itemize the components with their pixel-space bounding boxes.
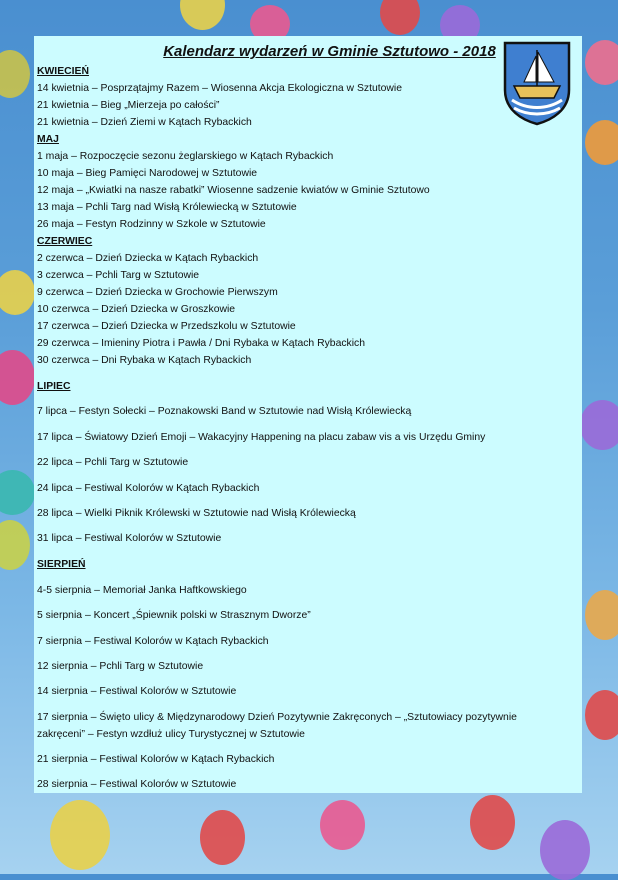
event-item: 28 sierpnia – Festiwal Kolorów w Sztutowie: [37, 779, 237, 791]
event-item: 31 lipca – Festiwal Kolorów w Sztutowie: [37, 533, 222, 545]
event-item: 14 sierpnia – Festiwal Kolorów w Sztutowie: [37, 686, 237, 698]
event-item: 9 czerwca – Dzień Dziecka w Grochowie Pierwszym: [37, 287, 278, 298]
balloon-decoration: [585, 590, 618, 640]
event-item: 30 czerwca – Dni Rybaka w Kątach Rybackich: [37, 355, 252, 366]
event-item: 1 maja – Rozpoczęcie sezonu żeglarskiego w Kątach Rybackich: [37, 151, 334, 162]
event-item: 10 czerwca – Dzień Dziecka w Groszkowie: [37, 304, 236, 315]
balloon-decoration: [320, 800, 365, 850]
event-item: 2 czerwca – Dzień Dziecka w Kątach Rybackich: [37, 253, 259, 264]
balloon-decoration: [380, 0, 420, 35]
event-item: 12 sierpnia – Pchli Targ w Sztutowie: [37, 660, 204, 672]
event-item: 17 lipca – Światowy Dzień Emoji – Wakacyjny Happening na placu zabaw vis a vis Urzędu Gminy: [37, 431, 486, 443]
balloon-decoration: [470, 795, 515, 850]
event-item: 10 maja – Bieg Pamięci Narodowej w Sztutowie: [37, 168, 258, 179]
month-heading: CZERWIEC: [37, 236, 93, 247]
event-item: 24 lipca – Festiwal Kolorów w Kątach Rybackich: [37, 482, 260, 494]
event-item: 21 kwietnia – Dzień Ziemi w Kątach Rybackich: [37, 117, 252, 128]
event-item: 28 lipca – Wielki Piknik Królewski w Sztutowie nad Wisłą Królewiecką: [37, 507, 356, 519]
event-item: 21 kwietnia – Bieg „Mierzeja po całości”: [37, 100, 220, 111]
balloon-decoration: [0, 50, 30, 98]
events-list-summer: [37, 378, 582, 793]
event-item: 22 lipca – Pchli Targ w Sztutowie: [37, 457, 189, 469]
event-item: 4-5 sierpnia – Memoriał Janka Haftkowskiego: [37, 584, 247, 596]
event-item: 26 maja – Festyn Rodzinny w Szkole w Sztutowie: [37, 219, 266, 230]
balloon-decoration: [0, 350, 35, 405]
event-item: 21 sierpnia – Festiwal Kolorów w Kątach Rybackich: [37, 754, 275, 766]
gmina-sztutowo-coat-of-arms-icon: [502, 40, 572, 126]
balloon-decoration: [50, 800, 110, 870]
calendar-panel: [34, 36, 582, 793]
month-heading: LIPIEC: [37, 381, 71, 392]
balloon-decoration: [200, 810, 245, 865]
event-item: 3 czerwca – Pchli Targ w Sztutowie: [37, 270, 200, 281]
event-item: 29 czerwca – Imieniny Piotra i Pawła / Dni Rybaka w Kątach Rybackich: [37, 338, 366, 349]
event-item: 13 maja – Pchli Targ nad Wisłą Królewiecką w Sztutowie: [37, 202, 297, 213]
event-item: 7 lipca – Festyn Sołecki – Poznakowski Band w Sztutowie nad Wisłą Królewiecką: [37, 406, 412, 418]
month-heading: SIERPIEŃ: [37, 559, 86, 571]
page-title: Kalendarz wydarzeń w Gminie Sztutowo - 2018: [163, 43, 496, 60]
balloon-decoration: [580, 400, 618, 450]
balloon-decoration: [585, 120, 618, 165]
events-list-spring: [37, 63, 582, 369]
month-heading: KWIECIEŃ: [37, 66, 89, 77]
event-item: 5 sierpnia – Koncert „Śpiewnik polski w Strasznym Dworze”: [37, 610, 311, 622]
event-item: 14 kwietnia – Posprzątajmy Razem – Wiosenna Akcja Ekologiczna w Sztutowie: [37, 83, 402, 94]
balloon-decoration: [585, 40, 618, 85]
balloon-decoration: [0, 270, 35, 315]
balloon-decoration: [0, 470, 35, 515]
event-item: 17 sierpnia – Święto ulicy & Międzynarodowy Dzień Pozytywnie Zakręconych – „Sztutowiacy pozytywnie zakręceni” – Festyn wzdłuż ulicy Turystycznej w Sztutowie: [37, 711, 517, 740]
balloon-decoration: [0, 520, 30, 570]
balloon-decoration: [540, 820, 590, 880]
month-heading: MAJ: [37, 134, 59, 145]
balloon-decoration: [180, 0, 225, 30]
balloon-decoration: [585, 690, 618, 740]
event-item: 17 czerwca – Dzień Dziecka w Przedszkolu w Sztutowie: [37, 321, 296, 332]
event-item: 12 maja – „Kwiatki na nasze rabatki” Wiosenne sadzenie kwiatów w Gminie Sztutowo: [37, 185, 430, 196]
event-item: 7 sierpnia – Festiwal Kolorów w Kątach Rybackich: [37, 635, 269, 647]
